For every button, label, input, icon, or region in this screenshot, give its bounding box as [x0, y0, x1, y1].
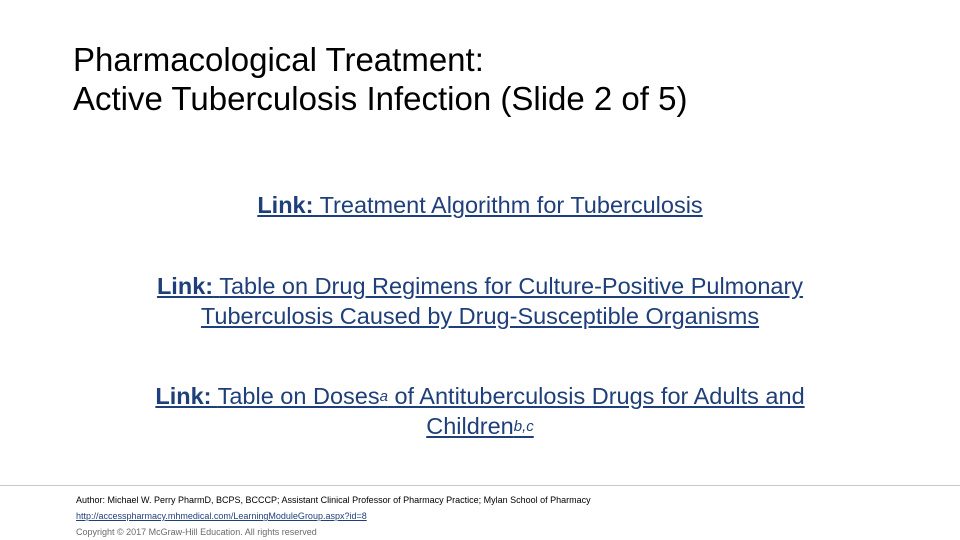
link-line-1 [40, 381, 920, 411]
footer-author: Author: Michael W. Perry PharmD, BCPS, BCCCP; Assistant Clinical Professor of Pharmacy Practice; Mylan School of Pharmacy [76, 495, 591, 505]
link-text-line-2: Children [426, 413, 514, 439]
link-text-part-1: Table on Doses [217, 383, 380, 409]
footnote-marker-a: a [379, 388, 388, 405]
link-prefix: Link: [155, 383, 212, 409]
link-text: Treatment Algorithm for Tuberculosis [319, 192, 703, 218]
doses-link[interactable] [40, 381, 920, 441]
slide-title-line-2: Active Tuberculosis Infection (Slide 2 of 5) [73, 80, 688, 117]
link-prefix: Link: [257, 192, 314, 218]
link-text-line-1: Table on Drug Regimens for Culture-Positive Pulmonary [219, 273, 804, 299]
doses-link-block [40, 381, 920, 441]
footer [76, 492, 936, 540]
footnote-marker-bc: b,c [513, 418, 534, 435]
slide-title-line-1: Pharmacological Treatment: [73, 41, 484, 78]
link-text-part-2: of Antituberculosis Drugs for Adults and [394, 383, 805, 409]
link-prefix: Link: [156, 273, 214, 299]
footer-url-link[interactable]: http://accesspharmacy.mhmedical.com/LearningModuleGroup.aspx?id=8 [76, 511, 367, 521]
drug-regimens-link[interactable] [40, 271, 920, 331]
treatment-algorithm-link-block [40, 190, 920, 220]
footer-divider [0, 485, 960, 486]
drug-regimens-link-block [40, 271, 920, 331]
link-line-1 [40, 271, 920, 301]
link-line-2 [40, 411, 920, 441]
link-text-line-2: Tuberculosis Caused by Drug-Susceptible Organisms [200, 303, 760, 329]
footer-copyright: Copyright © 2017 McGraw-Hill Education. All rights reserved [76, 527, 317, 537]
treatment-algorithm-link[interactable] [257, 192, 702, 218]
slide-title [73, 40, 933, 118]
